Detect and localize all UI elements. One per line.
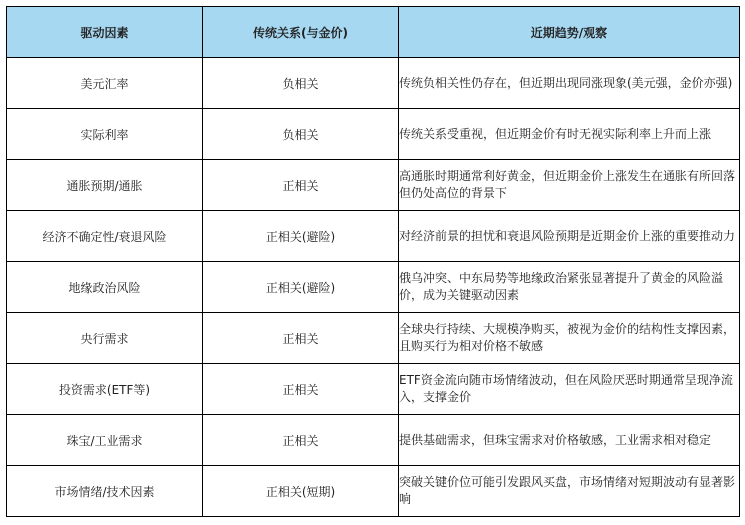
factor-cell: 地缘政治风险	[7, 262, 203, 313]
relation-cell: 正相关	[203, 313, 399, 364]
table-row	[7, 211, 740, 262]
table-row	[7, 364, 740, 415]
factor-cell: 投资需求(ETF等)	[7, 364, 203, 415]
factor-cell: 央行需求	[7, 313, 203, 364]
relation-cell: 正相关	[203, 364, 399, 415]
relation-cell: 负相关	[203, 58, 399, 109]
factor-cell: 实际利率	[7, 109, 203, 160]
observation-cell: 传统负相关性仍存在，但近期出现同涨现象(美元强，金价亦强)	[399, 58, 740, 109]
relation-cell: 正相关	[203, 415, 399, 466]
factor-cell: 珠宝/工业需求	[7, 415, 203, 466]
factor-cell: 市场情绪/技术因素	[7, 466, 203, 517]
table-row	[7, 109, 740, 160]
observation-cell: 俄乌冲突、中东局势等地缘政治紧张显著提升了黄金的风险溢价，成为关键驱动因素	[399, 262, 740, 313]
observation-cell: 传统关系受重视，但近期金价有时无视实际利率上升而上涨	[399, 109, 740, 160]
factor-cell: 美元汇率	[7, 58, 203, 109]
relation-cell: 正相关(避险)	[203, 211, 399, 262]
table-row	[7, 262, 740, 313]
table-row	[7, 313, 740, 364]
header-observation: 近期趋势/观察	[399, 7, 740, 58]
observation-cell: 对经济前景的担忧和衰退风险预期是近期金价上涨的重要推动力	[399, 211, 740, 262]
relation-cell: 正相关	[203, 160, 399, 211]
relation-cell: 正相关(短期)	[203, 466, 399, 517]
relation-cell: 正相关(避险)	[203, 262, 399, 313]
table-row	[7, 58, 740, 109]
factor-cell: 经济不确定性/衰退风险	[7, 211, 203, 262]
header-relation: 传统关系(与金价)	[203, 7, 399, 58]
observation-cell: 突破关键价位可能引发跟风买盘，市场情绪对短期波动有显著影响	[399, 466, 740, 517]
factor-cell: 通胀预期/通胀	[7, 160, 203, 211]
table-body	[7, 58, 740, 517]
table-row	[7, 160, 740, 211]
observation-cell: 高通胀时期通常利好黄金，但近期金价上涨发生在通胀有所回落但仍处高位的背景下	[399, 160, 740, 211]
gold-drivers-table	[6, 6, 740, 517]
observation-cell: ETF资金流向随市场情绪波动，但在风险厌恶时期通常呈现净流入，支撑金价	[399, 364, 740, 415]
gold-drivers-table-container	[6, 6, 739, 517]
table-row	[7, 415, 740, 466]
relation-cell: 负相关	[203, 109, 399, 160]
header-factor: 驱动因素	[7, 7, 203, 58]
observation-cell: 全球央行持续、大规模净购买，被视为金价的结构性支撑因素，且购买行为相对价格不敏感	[399, 313, 740, 364]
table-row	[7, 466, 740, 517]
table-header	[7, 7, 740, 58]
observation-cell: 提供基础需求，但珠宝需求对价格敏感，工业需求相对稳定	[399, 415, 740, 466]
header-row	[7, 7, 740, 58]
